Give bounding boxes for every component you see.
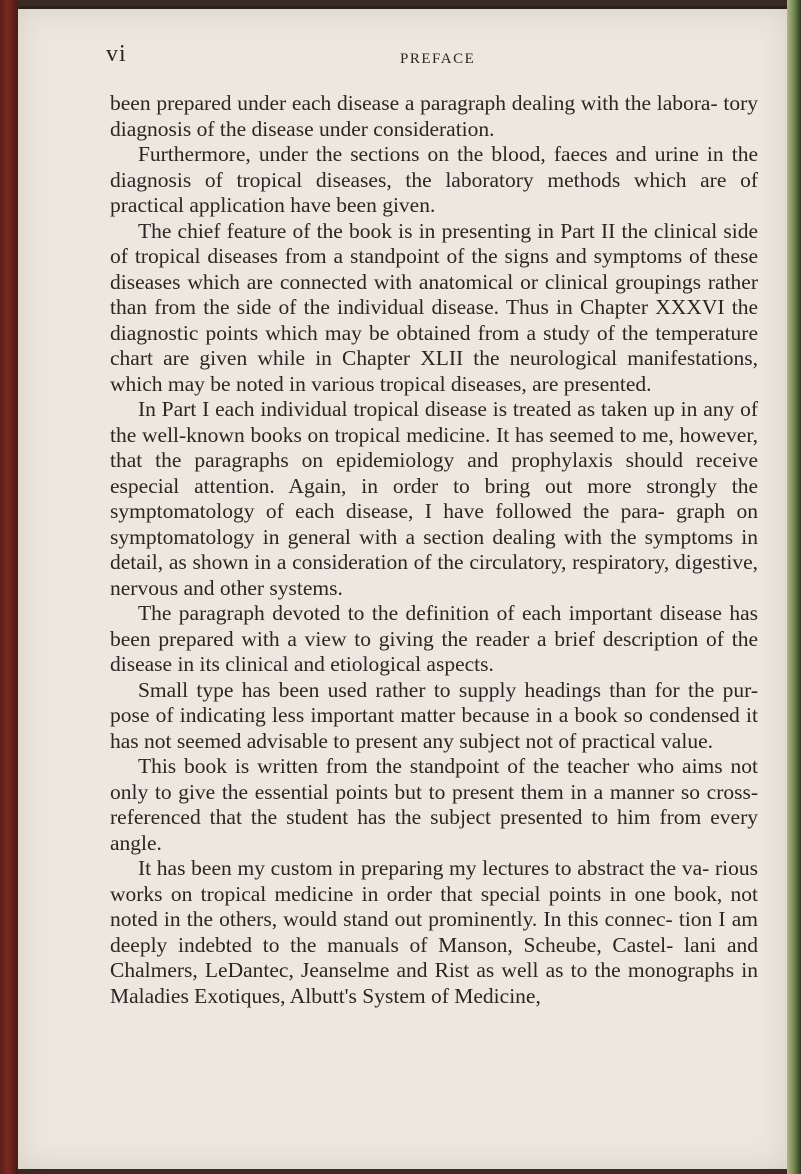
book-binding-left	[0, 0, 18, 1174]
paragraph: Small type has been used rather to supply headings than for the pur- pose of indicating less important matter because in a book so condensed it has not seemed advisable to present any subject not of practical value.	[110, 677, 758, 753]
paragraph: It has been my custom in preparing my lectures to abstract the va- rious works on tropical medicine in order that special points in one book, not noted in the others, would stand out prominently. In this connec- tion I am deeply indebted to the manuals of Manson, Scheube, Castel- lani and Chalmers, LeDantec, Jeanselme and Rist as well as to the monographs in Maladies Exotiques, Albutt's System of Medicine,	[110, 856, 758, 1008]
book-page	[18, 6, 787, 1169]
paragraph: This book is written from the standpoint of the teacher who aims not only to give the essential points but to present them in a manner so cross-referenced that the student has the subject presented to him from every angle.	[110, 754, 758, 855]
body-text	[110, 91, 758, 1009]
paragraph: been prepared under each disease a paragraph dealing with the labora- tory diagnosis of the disease under consideration.	[110, 91, 758, 141]
page-header	[18, 41, 787, 71]
paragraph: The paragraph devoted to the definition of each important disease has been prepared with a view to giving the reader a brief description of the disease in its clinical and etiological aspects.	[110, 601, 758, 676]
paragraph: In Part I each individual tropical disease is treated as taken up in any of the well-known books on tropical medicine. It has seemed to me, however, that the paragraphs on epidemiology and prophylaxis should receive especial attention. Again, in order to bring out more strongly the symptomatology of each disease, I have followed the para- graph on symptomatology in general with a section dealing with the symptoms in detail, as shown in a consideration of the circulatory, respiratory, digestive, nervous and other systems.	[110, 397, 758, 600]
book-binding-right	[787, 0, 801, 1174]
paragraph: Furthermore, under the sections on the blood, faeces and urine in the diagnosis of tropical diseases, the laboratory methods which are of practical application have been given.	[110, 142, 758, 217]
running-head: PREFACE	[400, 51, 476, 67]
page-number: vi	[106, 41, 127, 67]
paragraph: The chief feature of the book is in presenting in Part II the clinical side of tropical diseases from a standpoint of the signs and symptoms of these diseases which are connected with anatomical or clinical groupings rather than from the side of the individual disease. Thus in Chapter XXXVI the diagnostic points which may be obtained from a study of the temperature chart are given while in Chapter XLII the neurological manifestations, which may be noted in various tropical diseases, are presented.	[110, 218, 758, 396]
